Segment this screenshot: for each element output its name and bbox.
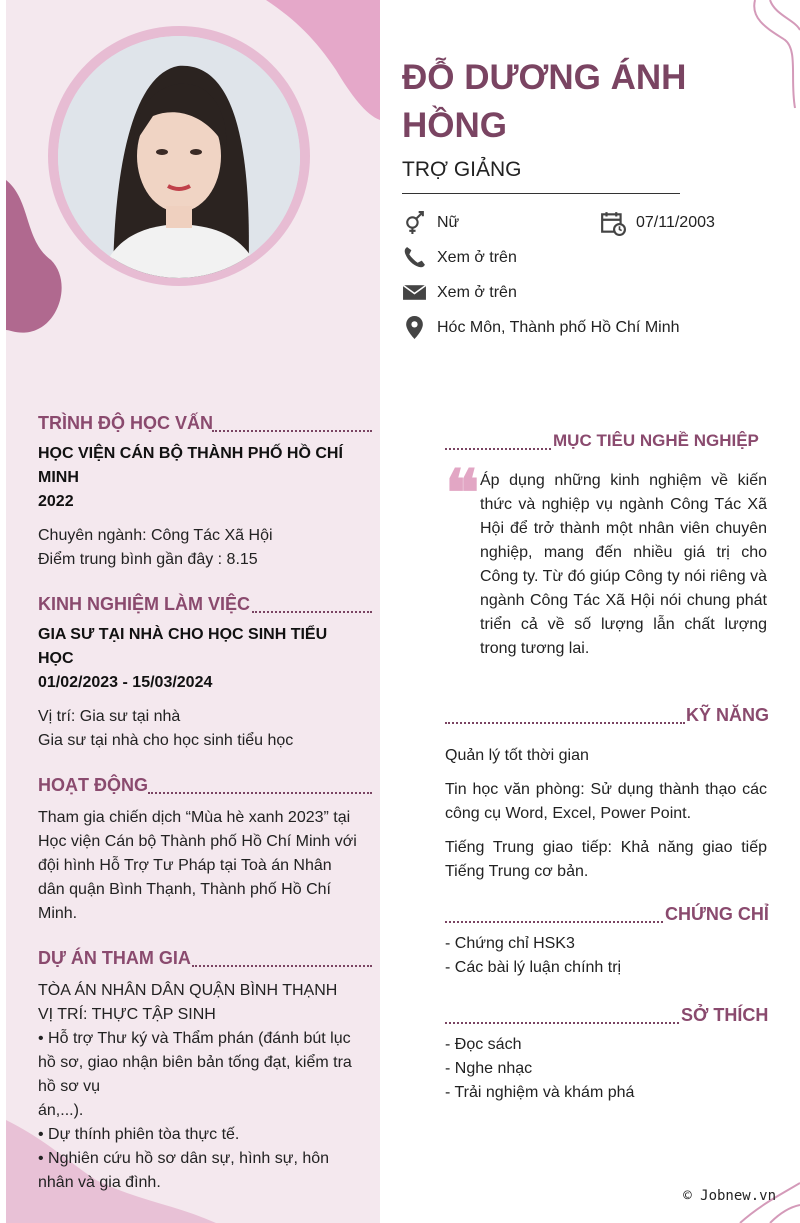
section-title-activities: HOẠT ĐỘNG xyxy=(38,775,148,795)
section-title-certificates: CHỨNG CHỈ xyxy=(665,904,769,924)
address-row xyxy=(402,315,680,340)
project-line: TÒA ÁN NHÂN DÂN QUẬN BÌNH THẠNH xyxy=(38,982,338,999)
skill-item: Tiếng Trung giao tiếp: Khả năng giao tiếp Tiếng Trung cơ bản. xyxy=(445,839,767,880)
gender-row xyxy=(402,210,459,235)
project-line: VỊ TRÍ: THỰC TẬP SINH xyxy=(38,1006,216,1023)
hobby-item: - Đọc sách xyxy=(445,1036,522,1053)
address-value: Hóc Môn, Thành phố Hồ Chí Minh xyxy=(437,318,680,336)
skill-item: Quản lý tốt thời gian xyxy=(445,747,589,764)
education-gpa: Điểm trung bình gần đây : 8.15 xyxy=(38,551,258,568)
hobby-item: - Nghe nhạc xyxy=(445,1060,533,1077)
section-title-projects: DỰ ÁN THAM GIA xyxy=(38,948,191,968)
experience-job: GIA SƯ TẠI NHÀ CHO HỌC SINH TIỂU HỌC xyxy=(38,626,328,667)
birthday-row xyxy=(600,210,715,236)
quote-icon: ❝ xyxy=(445,456,480,531)
candidate-name: ĐỖ DƯƠNG ÁNH HỒNG xyxy=(402,58,687,145)
project-line: án,...). xyxy=(38,1102,84,1119)
envelope-icon xyxy=(402,280,427,305)
section-divider xyxy=(252,611,372,613)
section-divider xyxy=(445,921,663,923)
decorative-curve-top-right xyxy=(750,0,800,110)
email-row xyxy=(402,280,517,305)
gender-icon xyxy=(402,210,427,235)
experience-description: Gia sư tại nhà cho học sinh tiểu học xyxy=(38,732,294,749)
certificate-item: - Các bài lý luận chính trị xyxy=(445,959,622,976)
birthday-value: 07/11/2003 xyxy=(636,214,715,231)
education-major: Chuyên ngành: Công Tác Xã Hội xyxy=(38,527,273,544)
title-divider xyxy=(402,193,680,194)
education-year: 2022 xyxy=(38,493,74,510)
section-divider xyxy=(192,965,372,967)
avatar xyxy=(58,36,300,278)
job-title: TRỢ GIẢNG xyxy=(402,158,522,181)
projects-list xyxy=(38,979,358,1195)
section-title-objective: MỤC TIÊU NGHỀ NGHIỆP xyxy=(553,431,759,450)
activities-text: Tham gia chiến dịch “Mùa hè xanh 2023” tại Học viện Cán bộ Thành phố Hồ Chí Minh với đội hình Hỗ Trợ Tư Pháp tại Toà án Nhân dân quận Bình Thạnh, Thành phố Hồ Chí Minh. xyxy=(38,809,357,922)
section-title-experience: KINH NGHIỆM LÀM VIỆC xyxy=(38,594,251,614)
section-title-skills: KỸ NĂNG xyxy=(686,705,770,725)
project-line: • Dự thính phiên tòa thực tế. xyxy=(38,1126,240,1143)
skill-item: Tin học văn phòng: Sử dụng thành thạo các công cụ Word, Excel, Power Point. xyxy=(445,781,767,822)
experience-position: Vị trí: Gia sư tại nhà xyxy=(38,708,181,725)
section-divider xyxy=(445,722,685,724)
project-line: • Nghiên cứu hồ sơ dân sự, hình sự, hôn nhân và gia đình. xyxy=(38,1150,330,1191)
phone-icon xyxy=(402,245,427,270)
experience-period: 01/02/2023 - 15/03/2024 xyxy=(38,674,213,691)
objective-text: Áp dụng những kinh nghiệm về kiến thức và nghiệp vụ ngành Công Tác Xã Hội để trở thành một nhân viên chuyên nghiệp, mang đến nhiều giá trị cho Công ty. Từ đó giúp Công ty nói riêng và ngành Công Tác Xã Hội nói chung phát triển cả về số lượng lẫn chất lượng trong tương lai. xyxy=(480,472,767,657)
phone-value: Xem ở trên xyxy=(437,248,517,266)
footer-credit: © Jobnew.vn xyxy=(683,1188,776,1204)
email-value: Xem ở trên xyxy=(437,283,517,301)
location-pin-icon xyxy=(402,315,427,340)
section-divider xyxy=(445,1022,679,1024)
section-divider xyxy=(148,792,372,794)
phone-row xyxy=(402,245,517,270)
section-title-hobbies: SỞ THÍCH xyxy=(681,1005,769,1025)
section-divider xyxy=(212,430,372,432)
section-title-education: TRÌNH ĐỘ HỌC VẤN xyxy=(38,413,213,433)
portrait-illustration xyxy=(58,36,300,278)
education-school: HỌC VIỆN CÁN BỘ THÀNH PHỐ HỒ CHÍ MINH xyxy=(38,445,343,486)
section-divider xyxy=(445,448,551,450)
hobby-item: - Trải nghiệm và khám phá xyxy=(445,1084,635,1101)
certificate-item: - Chứng chỉ HSK3 xyxy=(445,935,575,952)
gender-value: Nữ xyxy=(437,213,460,231)
calendar-icon xyxy=(600,210,626,236)
project-line: • Hỗ trợ Thư ký và Thẩm phán (đánh bút lục hồ sơ, giao nhận biên bản tống đạt, kiểm tra hồ sơ vụ xyxy=(38,1030,352,1095)
